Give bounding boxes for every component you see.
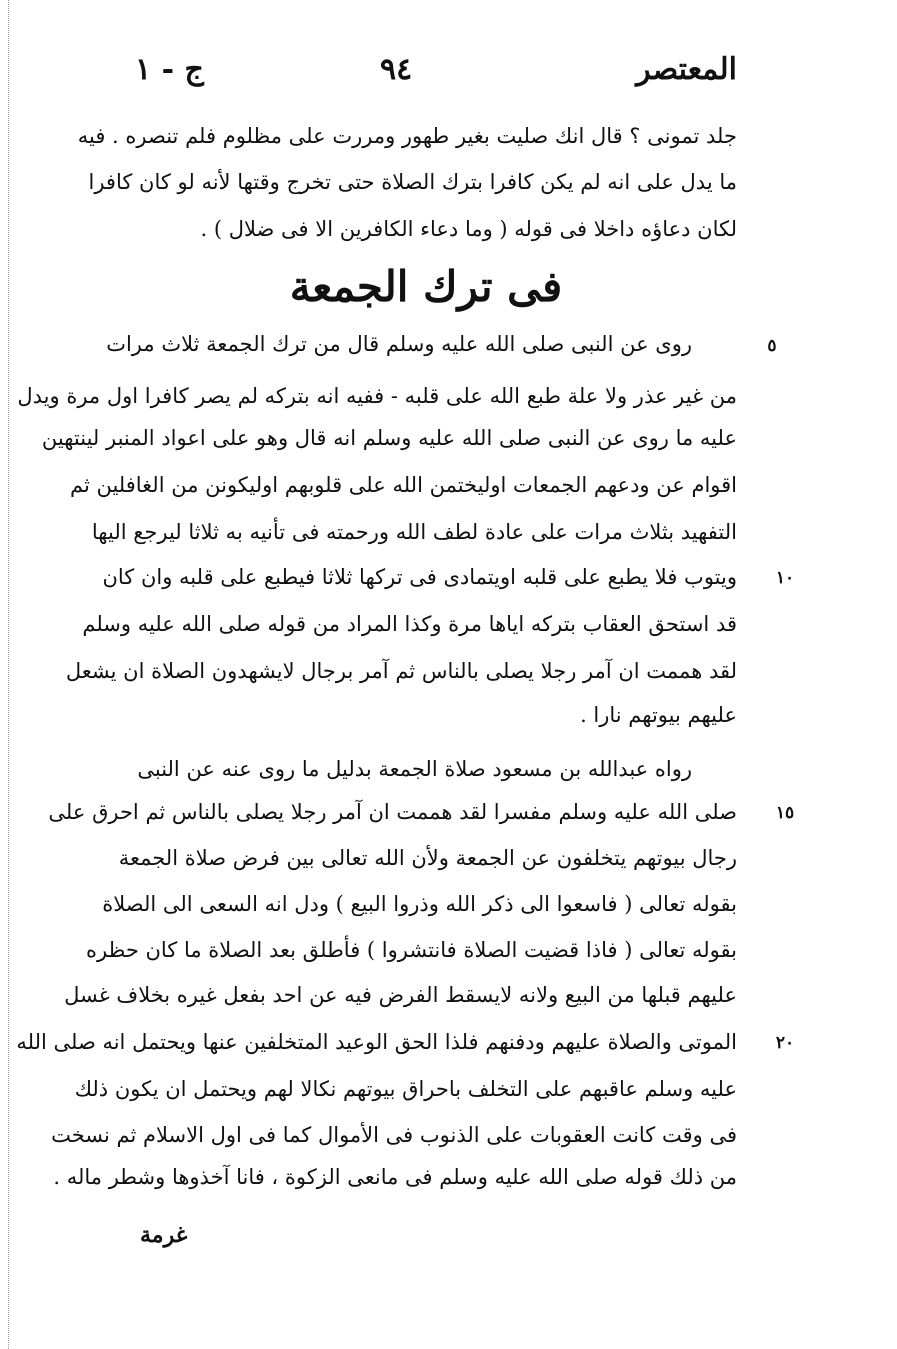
book-title: المعتصر — [636, 52, 737, 87]
text-line: صلى الله عليه وسلم مفسرا لقد هممت ان آمر رجلا يصلى بالناس ثم احرق على — [48, 800, 737, 824]
text-line: عليهم بيوتهم نارا . — [580, 703, 737, 727]
text-line: عليه ما روى عن النبى صلى الله عليه وسلم انه قال وهو على اعواد المنبر لينتهين — [41, 426, 737, 450]
text-line: لكان دعاؤه داخلا فى قوله ( وما دعاء الكافرين الا فى ضلال ) . — [200, 217, 737, 241]
text-line: عليهم قبلها من البيع ولانه لايسقط الفرض فيه عن احد بفعل غيره بخلاف غسل — [64, 983, 737, 1007]
text-line: جلد تمونى ؟ قال انك صليت بغير طهور ومررت على مظلوم فلم تنصره . فيه — [77, 124, 737, 148]
text-line: بقوله تعالى ( فاسعوا الى ذكر الله وذروا البيع ) ودل انه السعى الى الصلاة — [102, 892, 737, 916]
text-line: رجال بيوتهم يتخلفون عن الجمعة ولأن الله تعالى بين فرض صلاة الجمعة — [118, 846, 737, 870]
text-line: لقد هممت ان آمر رجلا يصلى بالناس ثم آمر برجال لايشهدون الصلاة ان يشعل — [65, 659, 737, 683]
text-line: قد استحق العقاب بتركه اياها مرة وكذا المراد من قوله صلى الله عليه وسلم — [82, 612, 737, 636]
text-line: فى وقت كانت العقوبات على الذنوب فى الأموال كما فى اول الاسلام ثم نسخت — [51, 1123, 737, 1147]
text-line: بقوله تعالى ( فاذا قضيت الصلاة فانتشروا ) فأطلق بعد الصلاة ما كان حظره — [86, 938, 737, 962]
line-number: ١٠ — [775, 568, 795, 588]
text-line: عليه وسلم عاقبهم على التخلف باحراق بيوتهم نكالا لهم ويحتمل ان يكون ذلك — [74, 1077, 737, 1101]
text-line: اقوام عن ودعهم الجمعات اوليختمن الله على قلوبهم اوليكونن من الغافلين ثم — [69, 473, 737, 497]
text-line: روى عن النبى صلى الله عليه وسلم قال من ترك الجمعة ثلاث مرات — [106, 332, 692, 356]
line-number: ٢٠ — [775, 1033, 795, 1053]
text-line: ويتوب فلا يطبع على قلبه اويتمادى فى تركها ثلاثا فيطبع على قلبه وان كان — [102, 565, 737, 589]
page-number: ٩٤ — [380, 52, 413, 87]
text-line: الموتى والصلاة عليهم ودفنهم فلذا الحق الوعيد المتخلفين عنها ويحتمل انه صلى الله — [16, 1030, 737, 1054]
text-line: التفهيد بثلاث مرات على عادة لطف الله ورحمته فى تأنيه به ثلاثا ليرجع اليها — [91, 520, 737, 544]
text-line: من ذلك قوله صلى الله عليه وسلم فى مانعى الزكوة ، فانا آخذوها وشطر ماله . — [53, 1165, 737, 1189]
line-number: ١٥ — [775, 803, 795, 823]
text-line: من غير عذر ولا علة طبع الله على قلبه - ففيه انه بتركه لم يصر كافرا اول مرة ويدل — [17, 384, 737, 408]
catchword: غرمة — [140, 1222, 188, 1248]
text-line: ما يدل على انه لم يكن كافرا بترك الصلاة حتى تخرج وقتها لأنه لو كان كافرا — [88, 170, 737, 194]
volume-label: ج - ١ — [135, 52, 204, 87]
text-line: رواه عبدالله بن مسعود صلاة الجمعة بدليل ما روى عنه عن النبى — [137, 757, 692, 781]
line-number: ٥ — [767, 336, 777, 356]
page-header — [115, 52, 737, 102]
scan-margin-dots — [8, 0, 9, 1349]
section-heading: فى ترك الجمعة — [289, 262, 563, 311]
